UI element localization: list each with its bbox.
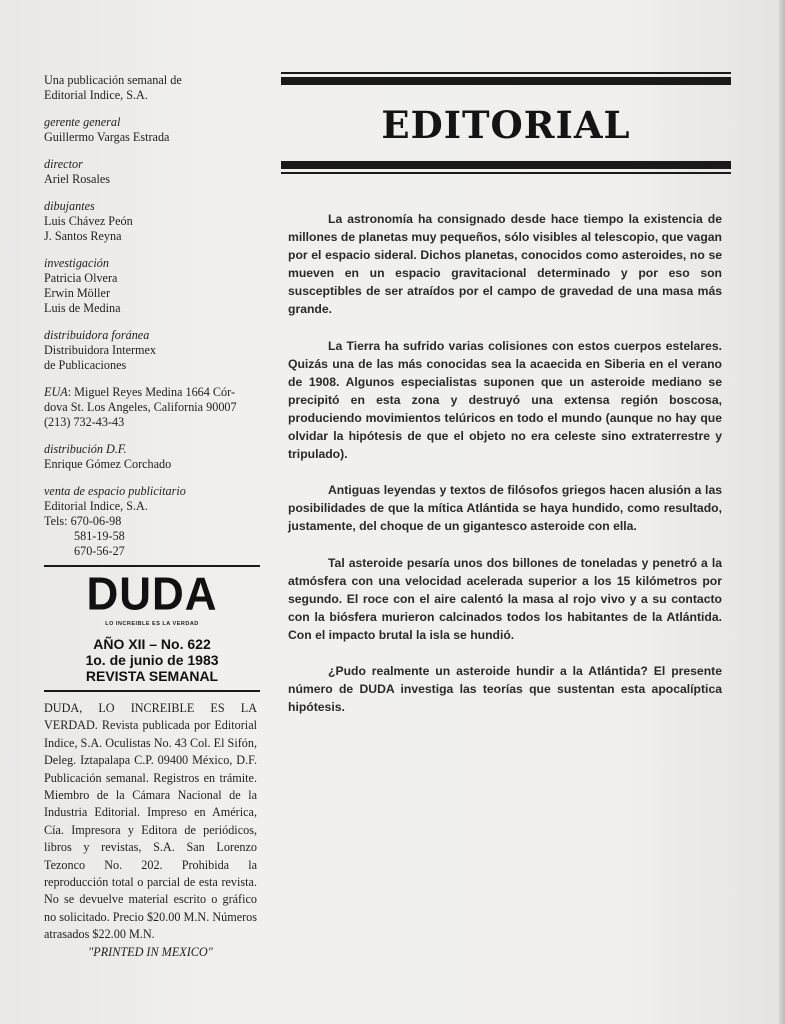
- credit-name: Ariel Rosales: [44, 172, 111, 186]
- credit-name: Enrique Gómez Corchado: [44, 457, 172, 471]
- editorial-header: [281, 72, 731, 174]
- credit-name: Tels: 670-06-98: [44, 514, 122, 528]
- tel-line: 670-56-27: [74, 544, 125, 558]
- masthead: [44, 567, 260, 690]
- printed-in-mexico: "PRINTED IN MEXICO": [88, 944, 213, 959]
- eua-text: : Miguel Reyes Medina 1664 Cór-: [67, 385, 236, 399]
- editorial-title: EDITORIAL: [381, 103, 631, 147]
- issue-number: AÑO XII – No. 622: [93, 636, 211, 652]
- eua-line: dova St. Los Angeles, California 90007: [44, 400, 237, 414]
- page-edge: [779, 0, 785, 1024]
- tel-line: 581-19-58: [74, 529, 125, 543]
- credit-role: distribución D.F.: [44, 442, 127, 456]
- credit-eua: [44, 385, 260, 430]
- logo-tagline: LO INCREIBLE ES LA VERDAD: [105, 621, 199, 627]
- header-band: [281, 161, 731, 169]
- credit-distribuidora: [44, 328, 260, 373]
- staff-credits-column: [44, 73, 260, 961]
- credit-role: investigación: [44, 256, 109, 270]
- eua-label: EUA: [44, 385, 68, 399]
- credit-role: dibujantes: [44, 199, 95, 213]
- publisher-block: [44, 73, 260, 103]
- credit-investigacion: [44, 256, 260, 316]
- editorial-paragraph: La astronomía ha consignado desde hace tiempo la existencia de millones de planetas muy pequeños, sólo visibles al telescopio, que vagan por el espacio sideral. Dichos planetas, conocidos como asteroides, no se mueven en un espacio gravitacional determinado y por eso son susceptibles de ser atraídos por el campo de gravedad de una masa más grande.: [288, 212, 722, 317]
- eua-line: [44, 385, 260, 400]
- credit-name: Patricia Olvera: [44, 271, 118, 285]
- credit-name: Distribuidora Intermex: [44, 343, 157, 357]
- editorial-paragraph: La Tierra ha sufrido varias colisiones con estos cuerpos estelares. Quizás una de las más conocidas sea la acaecida en Siberia en el verano de 1908. Algunos especialistas suponen que un asteroide mediano se precipitó en esta zona y destruyó una extensa región boscosa, produciendo movimientos telúricos en todo el mundo (aunque no hay que olvidar la hipótesis de que el objeto no era celeste sino extraterrestre y tripulado).: [288, 338, 722, 462]
- credit-gerente: [44, 115, 260, 145]
- credit-name: Erwin Möller: [44, 286, 111, 300]
- masthead-rule-bottom: [44, 690, 260, 692]
- issue-frequency: REVISTA SEMANAL: [85, 668, 219, 684]
- issue-date: 1o. de junio de 1983: [85, 652, 219, 668]
- header-rule: [281, 172, 731, 174]
- credit-role: venta de espacio publicitario: [44, 484, 186, 498]
- credit-venta: [44, 484, 260, 559]
- credit-director: [44, 157, 260, 187]
- legal-notice: [44, 700, 257, 961]
- eua-line: (213) 732-43-43: [44, 415, 125, 429]
- credit-distribucion: [44, 442, 260, 472]
- credit-role: distribuidora foránea: [44, 328, 150, 342]
- publisher-line: Editorial Indice, S.A.: [44, 88, 148, 102]
- credit-name: J. Santos Reyna: [44, 229, 122, 243]
- editorial-body: [288, 210, 722, 734]
- credit-name: Guillermo Vargas Estrada: [44, 130, 170, 144]
- credit-dibujantes: [44, 199, 260, 244]
- publisher-line: Una publicación semanal de: [44, 73, 182, 87]
- credit-name: Luis de Medina: [44, 301, 121, 315]
- credit-role: director: [44, 157, 83, 171]
- credit-name: Editorial Indice, S.A.: [44, 499, 148, 513]
- editorial-paragraph: Antiguas leyendas y textos de filósofos griegos hacen alusión a las posibilidades de que la mítica Atlántida se haya hundido, como resultado, justamente, del choque de un gigantesco asteroide con ella.: [288, 483, 722, 534]
- editorial-paragraph: Tal asteroide pesaría unos dos billones de toneladas y penetró a la atmósfera con una velocidad acelerada superior a los 15 kilómetros por segundo. El roce con el aire calentó la masa al rojo vivo y a su contacto con la biósfera murieron calcinados todos los habitantes de la Atlántida. Con el impacto brutal la isla se hundió.: [288, 555, 722, 642]
- duda-logo: DUDA: [86, 568, 218, 621]
- header-band: [281, 77, 731, 85]
- legal-text: DUDA, LO INCREIBLE ES LA VERDAD. Revista publicada por Editorial Indice, S.A. Oculistas No. 43 Col. El Sifón, Deleg. Iztapalapa C.P. 09400 México, D.F. Publicación semanal. Registros en trámite. Miembro de la Cámara Nacional de la Industria Editorial. Impreso en América, Cía. Impresora y Editora de periódicos, libros y revistas, S.A. San Lorenzo Tezonco No. 202. Prohibida la reproducción total o parcial de esta revista. No se devuelve material escrito o gráfico no solicitado. Precio $20.00 M.N. Números atrasados $22.00 M.N.: [44, 701, 257, 942]
- credit-name: de Publicaciones: [44, 358, 127, 372]
- header-rule: [281, 72, 731, 74]
- credit-name: Luis Chávez Peón: [44, 214, 133, 228]
- credit-role: gerente general: [44, 115, 121, 129]
- editorial-paragraph: ¿Pudo realmente un asteroide hundir a la Atlántida? El presente número de DUDA investiga las teorías que sustentan esta apocalíptica hipótesis.: [288, 663, 722, 715]
